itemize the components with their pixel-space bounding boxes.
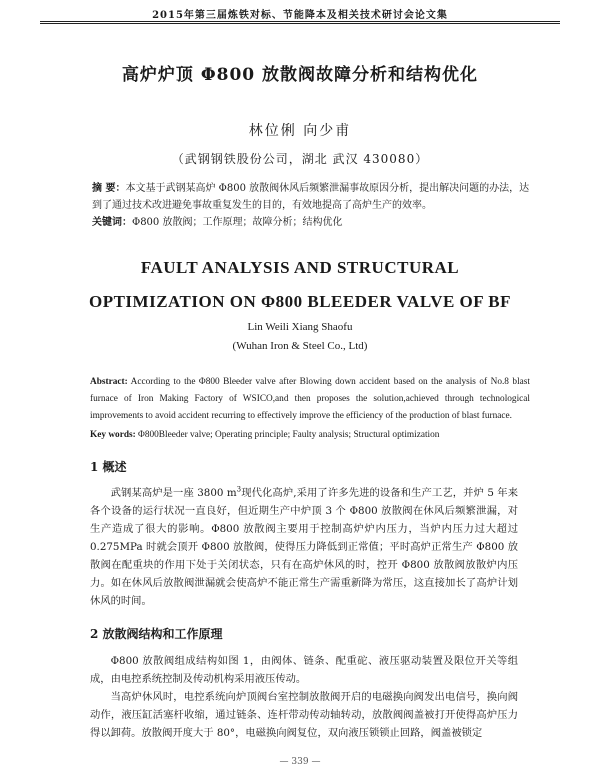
chinese-authors: 林位俐 向少甫: [248, 123, 352, 139]
section-2-paragraph-1: [90, 652, 518, 688]
english-keywords-label: Key words:: [90, 430, 136, 440]
section-2-para2-text: 当高炉休风时，电控系统向炉顶阀台室控制放散阀开启的电磁换向阀发出电信号，换向阀动作，液压缸活塞杆收缩，通过链条、连杆带动传动轴转动，放散阀阀盖被打开使得高炉压力得以卸荷。放散阀开度大于 80°，电磁换向阀复位，双向液压锁锁止回路，阀盖被锁定: [90, 691, 518, 739]
chinese-keywords: [92, 214, 532, 231]
chinese-keywords-text: Φ800 放散阀；工作原理；故障分析；结构优化: [132, 217, 343, 228]
chinese-title: 高炉炉顶 Φ800 放散阀故障分析和结构优化: [121, 65, 479, 85]
english-title-line2: OPTIMIZATION ON Φ800 BLEEDER VALVE OF BF: [88, 292, 512, 311]
header-rule: [40, 21, 560, 24]
chinese-abstract: [92, 180, 532, 214]
section-2-heading: 2 放散阀结构和工作原理: [90, 627, 223, 641]
page-number: — 339 —: [279, 757, 321, 767]
english-abstract: [90, 374, 530, 425]
running-head: 2015年第三届炼铁对标、节能降本及相关技术研讨会论文集: [152, 10, 448, 21]
chinese-affiliation: （武钢钢铁股份公司，湖北 武汉 430080）: [171, 152, 429, 166]
section-1-text: [90, 484, 518, 610]
english-abstract-label: Abstract:: [90, 377, 128, 387]
english-keywords: [90, 427, 530, 444]
section-2-paragraph-2: [90, 688, 518, 742]
section-2-para1-text: Φ800 放散阀组成结构如图 1，由阀体、链条、配重砣、液压驱动装置及限位开关等组成，由电控系统控制及传动机构采用液压传动。: [90, 655, 518, 685]
english-keywords-text: Φ800Bleeder valve; Operating principle; Faulty analysis; Structural optimization: [138, 430, 440, 440]
chinese-abstract-text: 本文基于武钢某高炉 Φ800 放散阀休风后频繁泄漏事故原因分析，提出解决问题的办法，达到了通过技术改进避免事故重复发生的目的，有效地提高了高炉生产的效率。: [92, 183, 530, 211]
english-title-line1: FAULT ANALYSIS AND STRUCTURAL: [140, 258, 460, 277]
section-1-text-b: 现代化高炉,采用了许多先进的设备和生产工艺，并炉 5 年来各个设备的运行状况一直良好，但近期生产中炉顶 3 个 Φ800 放散阀在休风后频繁泄漏，对生产造成了很大的影响。Φ800 放散阀主要用于控制高炉炉内压力，当炉内压力过大超过 0.275MPa 时就会顶开 Φ800 放散阀，使得压力降低到正常值；平时高炉正常生产 Φ800 放散阀在配重块的作用下处于关闭状态，只有在高炉休风的时，控开 Φ800 放散阀放散炉内压力。如在休风后放散阀泄漏就会使高炉不能正常生产需重新降为常压，这直接加长了高炉计划休风的时间。: [90, 487, 519, 607]
english-abstract-text: According to the Φ800 Bleeder valve after Blowing down accident based on the analysis of No.8 blast furnace of Iron Making Factory of WSICO,and then proposes the solution,achieved through technological improvements to avoid accident recurring to effectively improve the efficiency of the production of blast furnace.: [90, 377, 530, 421]
section-1-text-a: 武钢某高炉是一座 3800 m: [110, 487, 237, 499]
section-1-heading: 1 概述: [90, 460, 127, 474]
section-1-paragraph: [90, 484, 518, 610]
english-authors: Lin Weili Xiang Shaofu: [247, 321, 353, 333]
chinese-keywords-label: 关键词：: [92, 217, 132, 228]
section-1-superscript: 3: [236, 485, 242, 494]
english-affiliation: (Wuhan Iron & Steel Co., Ltd): [232, 340, 368, 352]
chinese-abstract-label: 摘 要：: [92, 183, 126, 194]
